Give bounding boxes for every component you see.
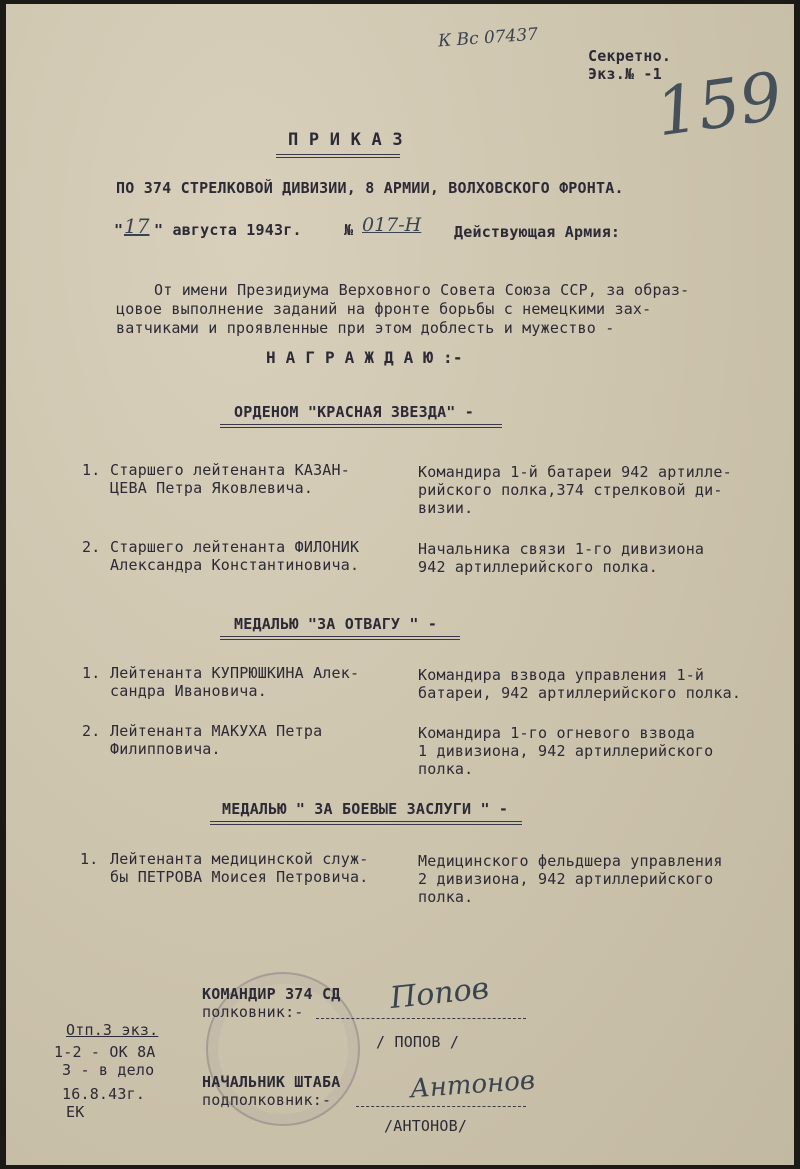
entry-num: 2. xyxy=(82,722,101,740)
entry-role-line: полка. xyxy=(418,760,474,778)
document-subtitle: ПО 374 СТРЕЛКОВОЙ ДИВИЗИИ, 8 АРМИИ, ВОЛХОВСКОГО ФРОНТА. xyxy=(116,179,624,197)
commander-signature: Попов xyxy=(388,970,491,1017)
entry-num: 1. xyxy=(80,850,99,868)
secrecy-label: Секретно. xyxy=(588,47,672,65)
page-number: 159 xyxy=(651,57,787,152)
distribution-initials: ЕК xyxy=(66,1103,85,1121)
entry-num: 1. xyxy=(82,664,101,682)
entry-name-line: Лейтенанта медицинской служ- xyxy=(110,850,369,868)
entry-role-line: полка. xyxy=(418,888,474,906)
section-1-underline xyxy=(220,424,502,428)
entry-role-line: Медицинского фельдшера управления xyxy=(418,852,723,870)
distribution-date: 16.8.43г. xyxy=(62,1085,146,1103)
order-number-label: № xyxy=(344,221,354,239)
entry-role-line: Командира 1-й батареи 942 артилле- xyxy=(418,463,732,481)
entry-name-line: Старшего лейтенанта ФИЛОНИК xyxy=(110,538,360,556)
section-2-underline xyxy=(220,636,460,640)
award-verb: Н А Г Р А Ж Д А Ю :- xyxy=(266,348,463,367)
entry-role-line: Начальника связи 1-го дивизиона xyxy=(418,540,705,558)
commander-title: КОМАНДИР 374 СД xyxy=(202,985,341,1003)
distribution-copies: Отп.3 экз. xyxy=(66,1021,159,1039)
entry-name-line: сандра Ивановича. xyxy=(110,682,267,700)
distribution-line-3: 3 - в дело xyxy=(62,1061,155,1079)
entry-num: 1. xyxy=(82,461,101,479)
entry-name-line: Филипповича. xyxy=(110,740,221,758)
chief-rank: подполковник:- xyxy=(202,1091,332,1109)
entry-name-line: Старшего лейтенанта КАЗАН- xyxy=(110,461,350,479)
entry-name-line: Александра Константиновича. xyxy=(110,556,360,574)
chief-name: /АНТОНОВ/ xyxy=(384,1117,468,1135)
entry-name-line: Лейтенанта МАКУХА Петра xyxy=(110,722,323,740)
entry-num: 2. xyxy=(82,538,101,556)
place-label: Действующая Армия: xyxy=(454,223,621,241)
preamble-line-3: ватчиками и проявленные при этом доблесть и мужество - xyxy=(116,319,615,337)
entry-role-line: рийского полка,374 стрелковой ди- xyxy=(418,481,723,499)
chief-sig-line xyxy=(356,1106,526,1107)
order-number: 017-Н xyxy=(362,214,422,236)
entry-name-line: бы ПЕТРОВА Моисея Петровича. xyxy=(110,868,369,886)
entry-role-line: батареи, 942 артиллерийского полка. xyxy=(418,684,742,702)
entry-role-line: визии. xyxy=(418,499,474,517)
section-3-title: МЕДАЛЬЮ " ЗА БОЕВЫЕ ЗАСЛУГИ " - xyxy=(222,800,509,818)
document-title: П Р И К А З xyxy=(288,130,403,150)
date-quote-open: " xyxy=(114,221,124,239)
title-underline xyxy=(276,154,400,158)
chief-title: НАЧАЛЬНИК ШТАБА xyxy=(202,1073,341,1091)
entry-role-line: 942 артиллерийского полка. xyxy=(418,558,658,576)
entry-name-line: ЦЕВА Петра Яковлевича. xyxy=(110,479,314,497)
commander-rank: полковник:- xyxy=(202,1003,304,1021)
archive-note: К Вс 07437 xyxy=(437,24,539,52)
document-page xyxy=(6,4,794,1165)
section-1-title: ОРДЕНОМ "КРАСНАЯ ЗВЕЗДА" - xyxy=(234,403,474,421)
section-2-title: МЕДАЛЬЮ "ЗА ОТВАГУ " - xyxy=(234,615,438,633)
entry-role-line: 1 дивизиона, 942 артиллерийского xyxy=(418,742,714,760)
entry-role-line: 2 дивизиона, 942 артиллерийского xyxy=(418,870,714,888)
entry-role-line: Командира 1-го огневого взвода xyxy=(418,724,695,742)
date-rest: " августа 1943г. xyxy=(154,221,302,239)
entry-role-line: Командира взвода управления 1-й xyxy=(418,666,705,684)
chief-signature: Антонов xyxy=(409,1065,536,1105)
preamble-line-2: цовое выполнение заданий на фронте борьбы с немецкими зах- xyxy=(116,300,652,318)
commander-sig-line xyxy=(316,1018,526,1019)
section-3-underline xyxy=(210,821,522,825)
date-day: 17 xyxy=(124,214,150,238)
commander-name: / ПОПОВ / xyxy=(376,1033,460,1051)
distribution-line-2: 1-2 - ОК 8А xyxy=(54,1043,156,1061)
preamble-line-1: От имени Президиума Верховного Совета Союза ССР, за образ- xyxy=(154,281,690,299)
copy-number: Экз.№ -1 xyxy=(588,65,662,83)
entry-name-line: Лейтенанта КУПРЮШКИНА Алек- xyxy=(110,664,360,682)
